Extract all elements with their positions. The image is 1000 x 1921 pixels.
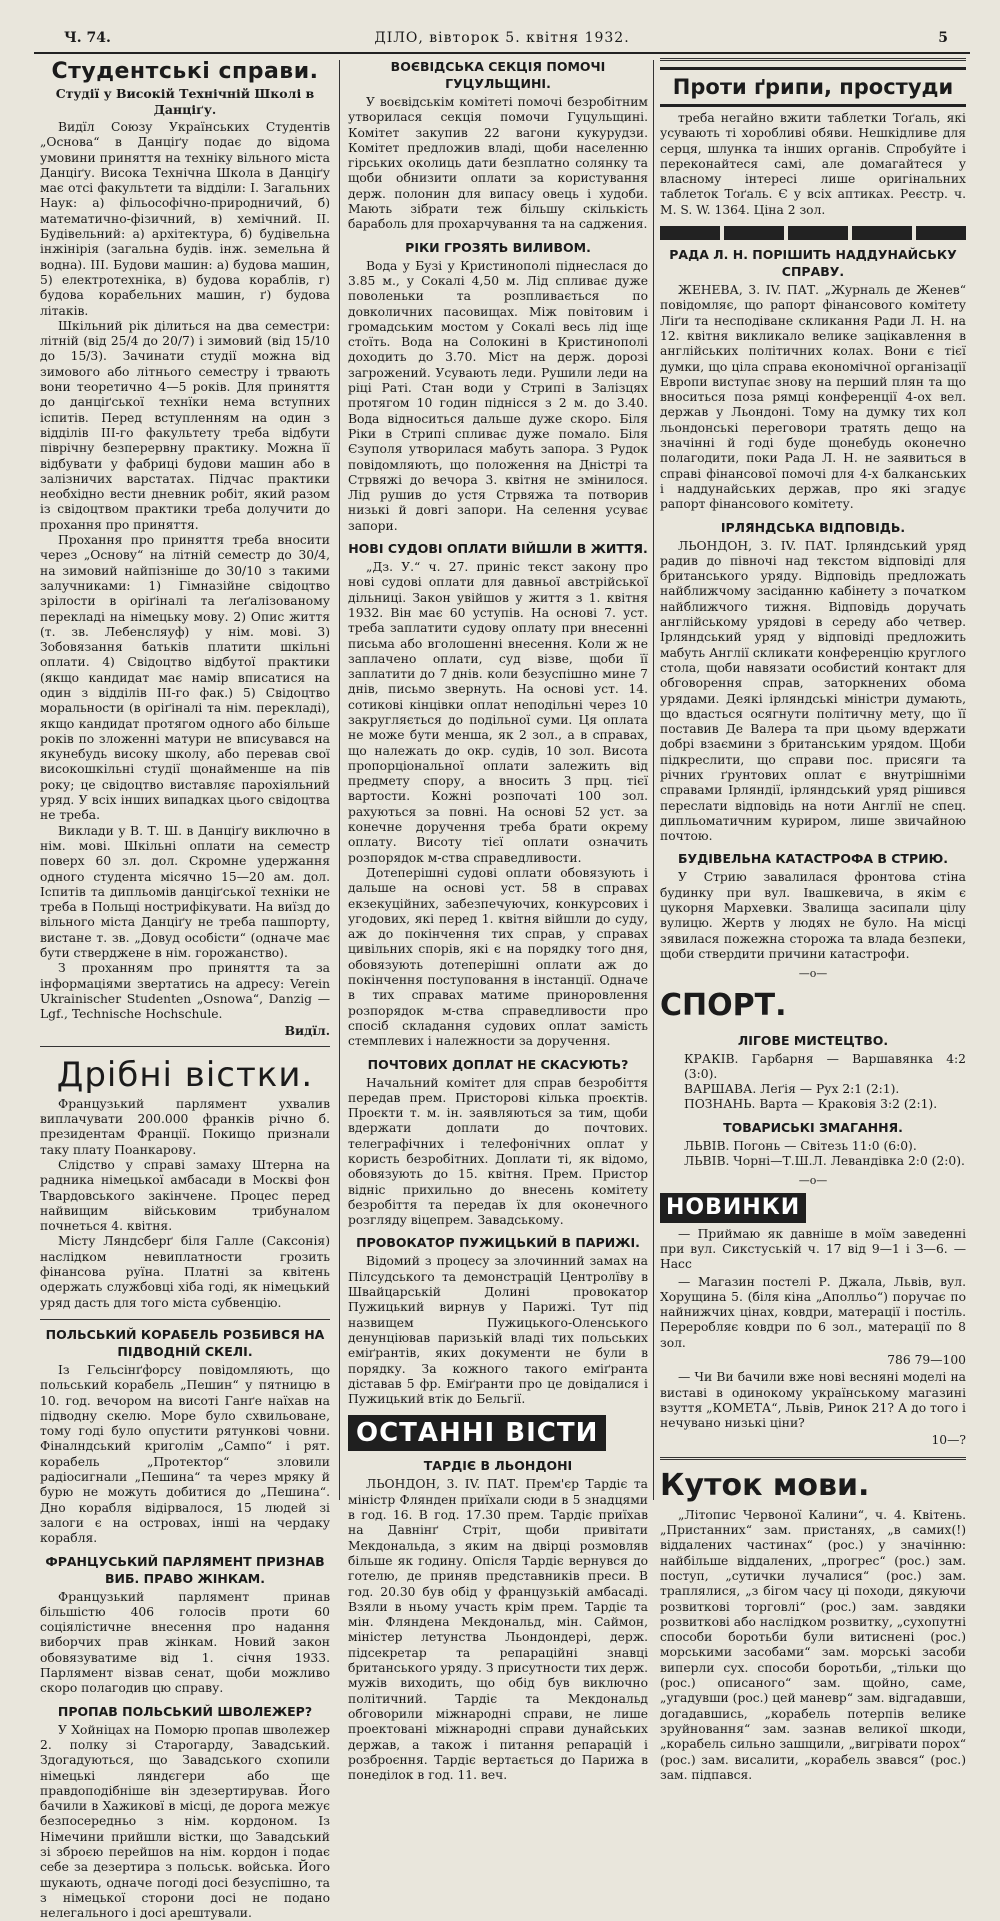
divider	[660, 58, 966, 61]
classified-item: — Магазин постелі Р. Джала, Львів, вул. Хорущина 5. (біля кіна „Аполльо“) поручає по найнижчих цінах, ковдри, матерації і постіль. Переробляє ковдри по 6 зол., матерації по 8 зол.	[660, 1274, 966, 1350]
league-results-heading: ЛІГОВЕ МИСТЕЦТВО.	[737, 1032, 889, 1048]
ireland-heading: ІРЛЯНДСЬКА ВІДПОВІДЬ.	[720, 519, 906, 535]
students-subheading: Студії у Високій Технічній Школі в Данціґу.	[55, 86, 315, 117]
column-2	[348, 58, 648, 1783]
league-heading: РАДА Л. Н. ПОРІШИТЬ НАДДУНАЙСЬКУ СПРАВУ.	[669, 247, 957, 280]
article-paragraph: ЖЕНЕВА, 3. IV. ПАТ. „Журналь де Женев“ повідомляє, що рапорт фінансового комітету Ліґи та несподіване скликання Ради Л. Н. на 12. квітня викликало велике зацікавлення в англійських політичних колах. Вони є тієї думки, що ціла справа економічної організації Европи виступає знову на перший плян та що вноситься поза рямці конференції 4-ох вел. держав у Льондоні. Тому на думку тих кол льондонські переговори тратять дещо на значінні й годі буде щонебудь оконечно полагодити, поки Рада Л. Н. не заявиться в справі фінансової помочі для 4-х балканських і наддунайських держав, про які згадує рапорт фінансового комітету.	[660, 283, 966, 512]
news-heading: Дрібні вістки.	[56, 1054, 314, 1095]
issue-number: Ч. 74.	[64, 30, 111, 46]
article-paragraph: Місту Ляндсберґ біля Галле (Саксонія) наслідком невиплатности грозить фінансова руїна. Платні за квітень одержать службовці хіба годі, як німецький уряд дасть для того міста субвенцію.	[40, 1234, 330, 1310]
article-paragraph: „Літопис Червоної Калини“, ч. 4. Квітень. „Пристанних“ зам. пристанях, „в самих(!) віддалених частинах“ (рос.) у значінню: найбільше віддалених, „прогрес“ (рос.) зам. поступ, „сутички лучалися“ (рос.) зам. траплялися, „з бігом часу ці походи, дякуючи розвиткові торговлі“ (рос.) зам. завдяки розвиткові або наслідком розвитку, „сухопутні способи боротьби були витиснені (рос.) морськими засобами“ зам. морські засоби виперли сух. способи боротьби, „тільки що (рос.) описаного“ зам. щойно, саме, „угадувши (рос.) цей маневр“ зам. відгадавши, догадавшись, „корабель потерпів велике зруйновання“ зам. зазнав великої шкоди, „корабель сильно зашщили, „вигрівати порох“ (рос.) зам. висалити, „корабель звався“ (рос.) зам. підпався.	[660, 1507, 966, 1782]
column-rule	[339, 60, 340, 1500]
article-signature: Видїл.	[284, 1022, 330, 1038]
article-paragraph: Видїл Союзу Українських Студентів „Основа“ в Данціґу подає до відома умовини приняття на техніку вільного міста Данціґу. Висока Технічна Школа в Данціґу має отсі факультети та відділи: І. Загальних Наук: а) фільософічно-природничий, б) математично-фізичний, в) хемічний. II. Будівельний: а) архітектура, б) будівельна інжінірія (загальна будів. інж. земельна й водна). III. Будови машин: а) будова машин, 5) електротехніка, в) будова кораблів, г) будова корабельних машин, ґ) будова літаків.	[40, 120, 330, 318]
score-line: КРАКІВ. Гарбарня — Варшавянка 4:2 (3:0).	[684, 1051, 966, 1081]
score-line: ЛЬВІВ. Погонь — Світезь 11:0 (6:0).	[684, 1138, 917, 1153]
floods-heading: РІКИ ГРОЗЯТЬ ВИЛИВОМ.	[405, 239, 591, 255]
court-heading: НОВІ СУДОВІ ОПЛАТИ ВІЙШЛИ В ЖИТТЯ.	[348, 541, 648, 557]
column-rule	[653, 60, 654, 1500]
article-paragraph: У Хойніцах на Поморю пропав шволежер 2. полку зі Старогарду, Завадський. Здогадуються, що Завадського схопили німецькі ляндєгери або ще правдоподібніше він здезертирував. Його бачили в Хажиковї в місці, де дорога межує безпосередньо з нім. кордоном. Із Німечини прийшли вістки, що Завадський зі зброєю перейшов на нім. кордон і подає себе за дезертира з польськ. войська. Його шукають, одначе погоді досі безуспішно, та з німецької сторони досі не подано нелегального і досі арештували.	[40, 1722, 330, 1921]
article-paragraph: У Стрию завалилася фронтова стіна будинку при вул. Івашкевича, в якім є цукорня Мархевки. Звалища засипали цілу вулицю. Жертв у людях не було. На місці зявилася пожежна сторожа та влада безпеки, щоби ствердити причини катастрофи.	[660, 870, 966, 961]
kutok-heading: Куток мови.	[660, 1467, 870, 1503]
divider	[40, 1046, 330, 1047]
article-paragraph: Дотеперішні судові оплати обовязують і дальше на основі уст. 58 в справах екзекуційних, забезпечуючих, конкурсових і угодових, які перед 1. квітня війшли до суду, аж до покінчення тих справ, у справах цивільних спорів, які є на порядку того дня, обовязують дотеперішні оплати аж до покінчення поступовання в інстанції. Одначе в тих справах матиме приноровлення розпорядок м-ства справедливости про спосіб складання судових оплат замість стемплевих і належности за доручення.	[348, 865, 648, 1049]
divider	[660, 1457, 966, 1460]
women-heading: ФРАНЦУСЬКИЙ ПАРЛЯМЕНТ ПРИЗНАВ ВИБ. ПРАВО ЖІНКАМ.	[45, 1553, 325, 1586]
article-paragraph: Начальний комітет для справ безробіття передав прем. Присторові кілька проєктів. Проєкти т. м. ін. заявляються за тим, щоби вдержати доплати до почтових. телеграфічних і телефонічних оплат у користь безробітних. Доплати ті, як відомо, обовязують до 15. квітня. Прем. Пристор відніс прихильно до внесень комітету безробіття та передав їх для оконечного розгляду віцепрем. Завадському.	[348, 1075, 648, 1228]
article-paragraph: Французький парлямент принав більшістю 406 голосів проти 60 соціялістичне внесення про надання виборчих прав жінкам. Новий закон обовязуватиме від 1. січня 1933. Парлямент візвав сенат, щоби можливо скоро полагодив цю справу.	[40, 1589, 330, 1696]
page-number: 5	[938, 30, 948, 46]
friendly-results-heading: ТОВАРИСЬКІ ЗМАГАННЯ.	[723, 1119, 903, 1135]
ad-paragraph: треба негайно вжити таблетки Тоґаль, які усувають ті хоробливі обяви. Нешкідливе для серця, шлунка та інших органів. Спробуйте і переконайтеся самі, але домагайтеся у власному інтересі лише оригінальних таблеток Тоґаль. Є у всіх аптиках. Реєстр. ч. M. S. W. 1364. Ціна 2 зол.	[660, 111, 966, 217]
hutsul-heading: ВОЄВІДСЬКА СЕКЦІЯ ПОМОЧІ ГУЦУЛЬЩИНІ.	[390, 59, 606, 91]
column-1	[40, 58, 330, 1921]
circle-divider: —o—	[798, 967, 828, 981]
latest-news-banner	[348, 1415, 648, 1451]
newspaper-title-date: ДІЛО, вівторок 5. квітня 1932.	[374, 30, 630, 46]
article-paragraph: Французький парлямент ухвалив виплачувати 200.000 франків річно б. президентам Франції. Покищо признали таку плату Поанкарову.	[40, 1096, 330, 1157]
classified-item: — Чи Ви бачили вже нові весняні моделі на виставі в одинокому українському магазині взуття „КОМЕТА“, Львів, Ринок 21? А до того і нечувано низькі ціни?	[660, 1370, 966, 1431]
article-paragraph: Слідство у справі замаху Штерна на радника німецької амбасади в Москві фон Твардовського закінчене. Процес перед найвищим військовим трибуналом почнеться 4. квітня.	[40, 1158, 330, 1234]
article-paragraph: Вода у Бузі у Кристинополі піднеслася до 3.85 м., у Сокалі 4,50 м. Лід спливає дуже поволеньки та розпливається по довколичних пасовищах. Між повітовим і громадським мостом у Сокалі весь лід іще стоїть. Вода на Солокині в Кристинополі доходить до 3.70. Міст на держ. дорозі загрожений. Усувають леди. Рушили леди на ріці Раті. Стан води у Стрипі в Залізцях протягом 10 годин піднісся з 2 м. до 3.40. Вода відноситься дальше дуже скоро. Біля Ріки в Стрипі спливає дуже помало. Біля Єзуполя утворилася мабуть запора. З Рудок повідомляють, що положення на Дністрі та Стрвяжі до вечора 3. квітня не змінилося. Лід рушив до устя Стрвяжа та потворив низькі й довгі запори. На селення усуває запори.	[348, 258, 648, 533]
students-heading: Студентські справи.	[51, 59, 319, 84]
smuggler-heading: ПРОПАВ ПОЛЬСЬКИЙ ШВОЛЕЖЕР?	[57, 1703, 313, 1719]
classified-code: 10—?	[931, 1433, 966, 1448]
novynky-heading: НОВИНКИ	[660, 1193, 806, 1223]
sport-heading: СПОРТ.	[660, 987, 787, 1023]
article-paragraph: У воєвідськім комітеті помочі безробітним утворилася секція помочи Гуцульщині. Комітет закупив 22 вагони кукурудзи. Комітет предложив владі, щоби населенню гірських околиць дати безплатно солянку та щоби обнизити оплати за користування держ. полонин для випасу овець і худоби. Мають зібрати теж більшу скількість бараболь для прохарчування та на саджения.	[348, 95, 648, 232]
ornamental-bar	[660, 226, 966, 240]
article-paragraph: ЛЬОНДОН, 3. IV. ПАТ. Прем'єр Тардіє та міністр Флянден приїхали сюди в 5 знадцями в год. 16. В год. 17.30 прем. Тардіє приїхав на Давнінґ Стріт, щоби привітати Мекдональда, з яким на двірці розмовляв більше як годину. Опісля Тардіє вернувся до готелю, де приняв представників преси. В год. 20.30 був обід у французькій амбасаді. Взяли в ньому участь крім прем. Тардіє та мін. Фляндена Мекдональд, мін. Саймон, міністер летунства Льондондері, держ. підсекретар та репараційні знавці британського уряду. З присутности тих держ. мужів виходить, що обід був виключно політичний. Тардіє та Мекдональд обговорили міжнародні справи, не лише проектовані міжнародні справи дунайських держав, а також і питання репарацій і розброєння. Тардіє вертається до Парижа в понеділок в год. 11. веч.	[348, 1477, 648, 1783]
column-3	[660, 58, 966, 1782]
score-line: ЛЬВІВ. Чорні—Т.Ш.Л. Левандівка 2:0 (2:0).	[684, 1154, 965, 1169]
latest-news-heading: ОСТАННІ ВІСТИ	[348, 1415, 606, 1451]
article-paragraph: Відомий з процесу за злочинний замах на Пілсудського та демонстрацій Центролїву в Швайцарській Долині провокатор Пужицький вирнув у Парижі. Тут під назвищем Пужицького-Оленського денунціював паризькій владі тих польських еміґрантів, яких документи не були в порядку. За кожного такого еміґранта діставав 5 фр. Еміґранти про це довідалися і Пужицький втік до Бельгії.	[348, 1254, 648, 1407]
article-paragraph: „Дз. У.“ ч. 27. приніс текст закону про нові судові оплати для давньої австрійської дільниці. Закон увійшов у життя з 1. квітня 1932. Він має 60 уступів. На основі 7. уст. треба заплатити судову оплату при внесенні письма або вголошенні внесення. Коли ж не заплачено оплати, суд візве, щоби її заплатити до 7 днів. коли безуспішно мине 7 днів, письмо звернуть. На основі уст. 14. сотикові кінцівки оплат неподільні через 10 закругляється до подільної суми. Ця оплата не може бути менша, як 2 зол., а в справах, що належать до окр. судів, 10 зол. Висота пропорціональної оплати залежить від предмету спору, а вносить 3 прц. тієї вартости. Кожні розпочаті 100 зол. рахуються за повні. На основі 52 уст. за конечне доручення треба брати окрему оплату. Висоту тієї оплати означить розпорядок м-ства справедливости.	[348, 560, 648, 865]
article-paragraph: Шкільний рік ділиться на два семестри: літній (від 25/4 до 20/7) і зимовий (від 15/10 до 15/3). Зачинати студії можна від зимового або літнього семестру і трвають вони теоретично 4—5 років. Для приняття до данціґської технїки нема вступних іспитів. Перед вступленням на один з відділів III-го факультету треба відбути піврічну безперервну практику. Можна її відбувати у фабриці будови машин або в залізничих варстатах. Підчас практики необхідно вести дневник робіт, який разом із свідоцтвом практики треба долучити до прохання про приняття.	[40, 318, 330, 532]
circle-divider: —o—	[798, 1174, 828, 1188]
article-paragraph: Із Гельсінґфорсу повідомляють, що польський корабель „Пешин“ у пятницю в 10. год. вечором на висоті Ганґе наїхав на підводну скелю. Море було схвильоване, тому годі було опустити рятункові човни. Фіналндський криголім „Сампо“ і рят. корабель „Протектор“ зловили радіосигнали „Пешина“ та через мряку й бурю не можуть добитися до „Пешина“. Дно корабля відірвалося, 15 людей зі залоги є на островах, інші на чердаку корабля.	[40, 1362, 330, 1546]
article-paragraph: Прохання про приняття треба вносити через „Основу“ на літній семестр до 30/4, на зимовий найпізніше до 30/10 з такими залучниками: 1) Гімназійне свідоцтво зрілости в оріґіналі та леґалізованому перекладі на німецьку мову. 2) Опис життя (т. зв. Лебенсляуф) у нім. мові. 3) Зобовязання батьків платити шкільні оплати. 4) Свідоцтво відбутої практики (якщо кандидат має намір вписатися на один з відділів III-го фак.) 5) Свідоцтво моральности (в оріґіналі та нім. перекладі), якщо кандидат протягом одного або більше років по зложенні матури не вписувався на якунебудь високу школу, або перевав свої високошкільні студії щонайменше на пів року; це свідоцтво виставляє парохіяльний уряд. У всіх інших випадках цього свідоцтва не треба.	[40, 533, 330, 823]
divider	[40, 1319, 330, 1320]
score-line: ВАРШАВА. Леґія — Рух 2:1 (2:1).	[684, 1082, 900, 1097]
novynky-banner	[660, 1193, 966, 1223]
article-paragraph: Виклади у В. Т. Ш. в Данціґу виключно в нім. мові. Шкільні оплати на семестр поверх 60 зл. дол. Скромне удержання одного студента місячно 15—20 ам. дол. Іспитів та дипльомів данціґської техніки не треба в Польщі нострифікувати. На виїзд до вільного міста Данціґу не треба пашпорту, вистане т. зв. „Довуд особісти“ (одначе має бути стверджене в нім. горожанство).	[40, 823, 330, 961]
article-paragraph: ЛЬОНДОН, 3. IV. ПАТ. Ірляндський уряд радив до півночі над текстом відповіді для британського уряду. Відповідь предложать найближчому засіданню кабінету з початком найближчого тижня. Відповідь доручать англійському урядові в середу або четвер. Ірляндський уряд у відповіді предложить мабуть Англії скликати конференцію круглого стола, щоби навязати особистий контакт для обговорення справ, заторкнених обома урядами. Деякі ірляндські міністри думають, що вдасться осягнути політичну мету, що її поставив Де Валера та при цьому вдержати добрі взаємини з британським урядом. Щоби підкреслити, що справи пос. присяги та річних ґрунтових оплат є внутрішніми справами Ірляндії, ірляндський уряд рішився переслати відповідь на ноти Англії не спец. дипльоматичним куриром, лише звичайною почтою.	[660, 538, 966, 844]
postage-heading: ПОЧТОВИХ ДОПЛАТ НЕ СКАСУЮТЬ?	[367, 1056, 629, 1072]
classified-code: 786 79—100	[887, 1353, 966, 1367]
classified-item: — Приймаю як давніше в моїм заведенні при вул. Сикстуській ч. 17 від 9—1 і 3—6. — Насс	[660, 1226, 966, 1272]
provocateur-heading: ПРОВОКАТОР ПУЖИЦЬКИЙ В ПАРИЖІ.	[356, 1235, 640, 1251]
tardieu-heading: ТАРДІЄ В ЛЬОНДОНІ	[423, 1458, 573, 1474]
ship-heading: ПОЛЬСЬКИЙ КОРАБЕЛЬ РОЗБИВСЯ НА ПІДВОДНІЙ СКЕЛІ.	[45, 1326, 325, 1359]
article-paragraph: З проханням про приняття та за інформаціями звертатись на адресу: Verein Ukrainischer Studenten „Osnowa“, Danzig — Lgf., Technische Hochschule.	[40, 961, 330, 1022]
score-line: ПОЗНАНЬ. Варта — Краковія 3:2 (2:1).	[684, 1097, 938, 1112]
collapse-heading: БУДІВЕЛЬНА КАТАСТРОФА В СТРИЮ.	[677, 851, 949, 867]
grip-ad-heading: Проти ґрипи, простуди	[660, 67, 966, 107]
classifieds	[660, 1227, 966, 1449]
masthead	[34, 26, 970, 54]
